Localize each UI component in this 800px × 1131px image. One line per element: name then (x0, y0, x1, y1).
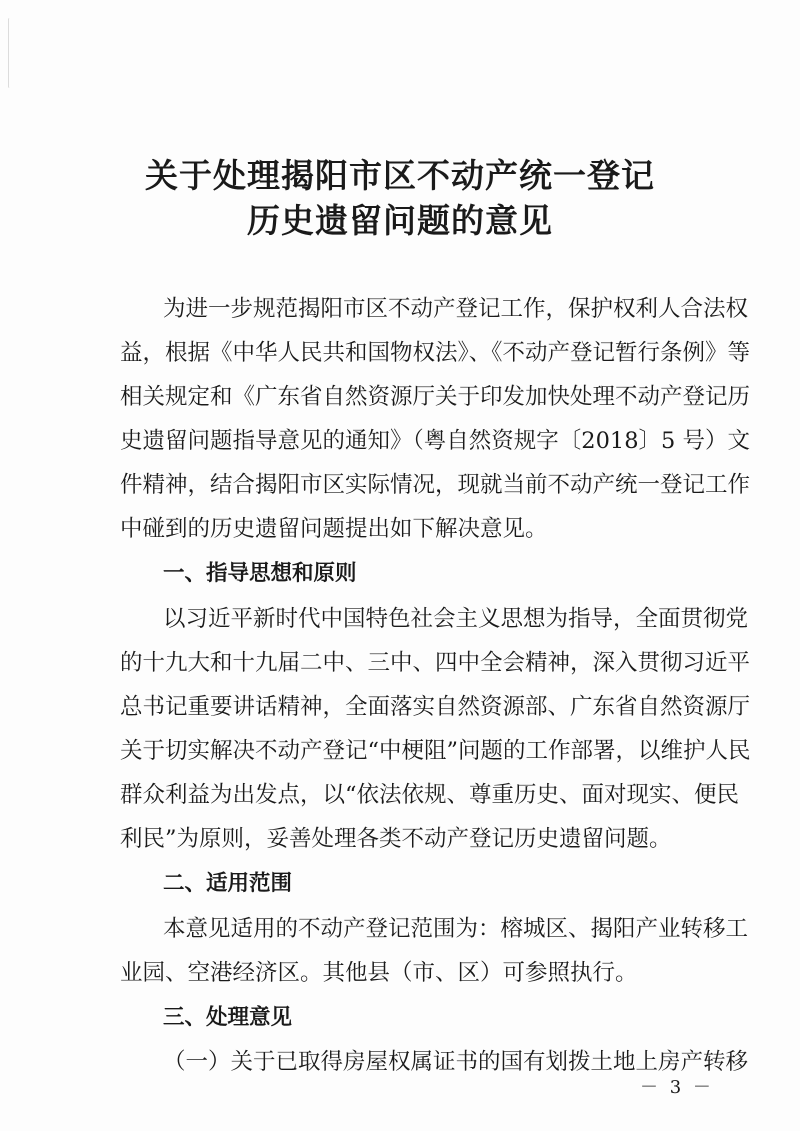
section2-line: 本意见适用的不动产登记范围为：榕城区、揭阳产业转移工 (163, 916, 749, 942)
intro-line: 件精神，结合揭阳市区实际情况，现就当前不动产统一登记工作 (120, 472, 751, 498)
section2-line: 业园、空港经济区。其他县（市、区）可参照执行。 (120, 960, 638, 986)
intro-line: 史遗留问题指导意见的通知》（粤自然资规字〔2018〕5 号）文 (120, 428, 750, 454)
section1-line: 总书记重要讲话精神，全面落实自然资源部、广东省自然资源厅 (120, 694, 751, 720)
section3-sub1-line: （一）关于已取得房屋权属证书的国有划拨土地上房产转移 (163, 1049, 749, 1075)
section1-line: 以习近平新时代中国特色社会主义思想为指导，全面贯彻党 (163, 606, 749, 632)
section-heading-principles: 一、指导思想和原则 (163, 561, 357, 586)
section-heading-opinions: 三、处理意见 (163, 1005, 293, 1030)
section1-line: 群众利益为出发点，以“依法依规、尊重历史、面对现实、便民 (120, 782, 740, 808)
intro-line: 相关规定和《广东省自然资源厅关于印发加快处理不动产登记历 (120, 384, 751, 410)
section-heading-scope: 二、适用范围 (163, 871, 293, 896)
document-title-line-2: 历史遗留问题的意见 (247, 201, 553, 240)
section1-line: 关于切实解决不动产登记“中梗阻”问题的工作部署，以维护人民 (120, 738, 751, 764)
intro-line: 益，根据《中华人民共和国物权法》、《不动产登记暂行条例》等 (120, 340, 751, 366)
page-number: － 3 － (640, 1077, 714, 1098)
section1-line: 的十九大和十九届二中、三中、四中全会精神，深入贯彻习近平 (120, 650, 751, 676)
document-title-line-1: 关于处理揭阳市区不动产统一登记 (145, 156, 655, 195)
scan-edge-mark (8, 18, 11, 88)
section1-line: 利民”为原则，妥善处理各类不动产登记历史遗留问题。 (120, 826, 672, 852)
intro-line: 中碰到的历史遗留问题提出如下解决意见。 (120, 516, 548, 542)
intro-line: 为进一步规范揭阳市区不动产登记工作，保护权利人合法权 (163, 296, 749, 322)
